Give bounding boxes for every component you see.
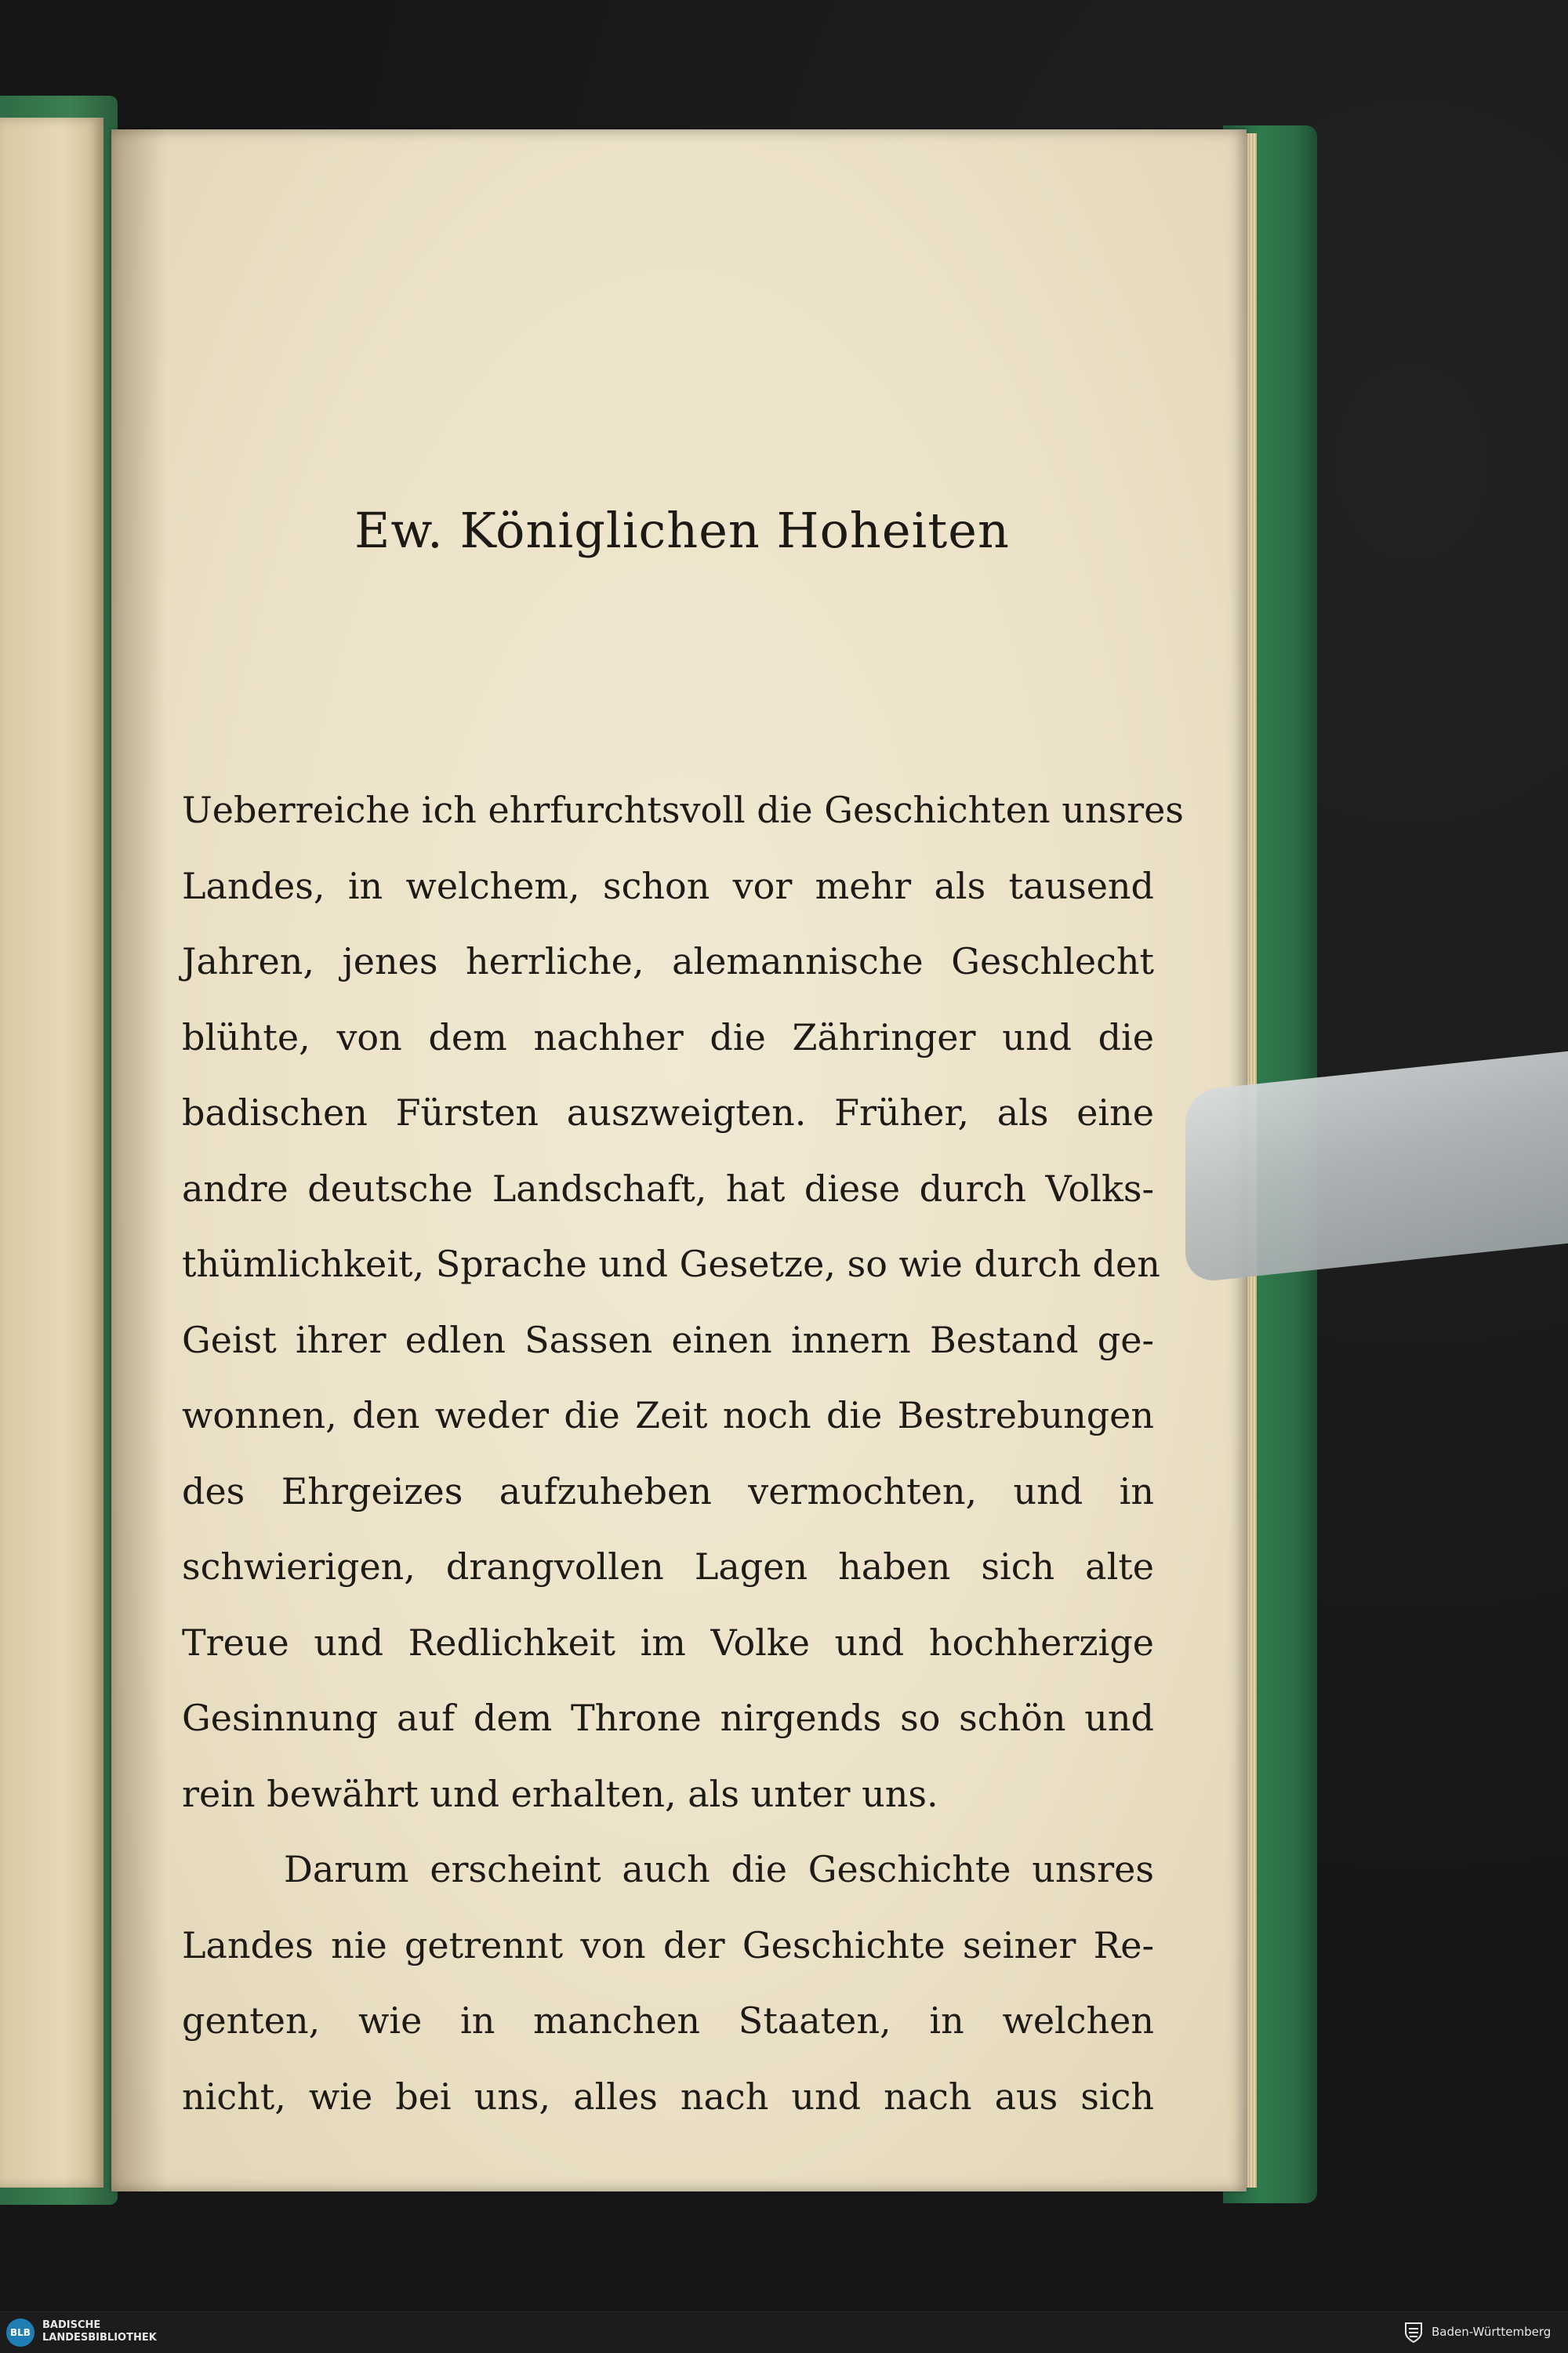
text-line: Darum erscheint auch die Geschichte unsres xyxy=(284,1848,1154,1890)
text-line: thümlichkeit, Sprache und Gesetze, so wie durch den xyxy=(182,1243,1160,1285)
text-line: schwierigen, drangvollen Lagen haben sich alte xyxy=(182,1545,1154,1588)
previous-page-edge xyxy=(0,118,103,2188)
library-name-line2: LANDESBIBLIOTHEK xyxy=(42,2332,157,2344)
text-line: nicht, wie bei uns, alles nach und nach aus sich xyxy=(182,2075,1154,2118)
text-line: Treue und Redlichkeit im Volke und hochherzige xyxy=(182,1621,1154,1664)
body-text xyxy=(182,772,1184,2134)
text-line: andre deutsche Landschaft, hat diese durch Volks- xyxy=(182,1167,1154,1210)
text-line: Jahren, jenes herrliche, alemannische Geschlecht xyxy=(182,940,1154,982)
library-name-line1: BADISCHE xyxy=(42,2319,101,2331)
text-line: Landes nie getrennt von der Geschichte seiner Re- xyxy=(182,1923,1154,1966)
library-name[interactable] xyxy=(42,2319,157,2344)
footer-bar xyxy=(0,2311,1568,2353)
text-line: rein bewährt und erhalten, als unter uns. xyxy=(182,1772,938,1815)
text-line: Geist ihrer edlen Sassen einen innern Bestand ge- xyxy=(182,1318,1154,1361)
text-line: Gesinnung auf dem Throne nirgends so schön und xyxy=(182,1697,1154,1739)
page-holder-clip xyxy=(1185,1051,1568,1284)
text-line: badischen Fürsten auszweigten. Früher, als eine xyxy=(182,1091,1154,1134)
text-line: wonnen, den weder die Zeit noch die Bestrebungen xyxy=(182,1394,1154,1436)
text-line: Landes, in welchem, schon vor mehr als tausend xyxy=(182,864,1154,907)
page-heading: Ew. Königlichen Hoheiten xyxy=(354,502,1010,559)
text-line: blühte, von dem nachher die Zähringer und die xyxy=(182,1015,1154,1058)
gutter-shadow xyxy=(111,129,166,2191)
text-line: des Ehrgeizes aufzuheben vermochten, und in xyxy=(182,1469,1154,1512)
text-line: genten, wie in manchen Staaten, in welchen xyxy=(182,1999,1154,2042)
blb-logo-icon[interactable]: BLB xyxy=(6,2319,34,2347)
state-name[interactable]: Baden-Württemberg xyxy=(1432,2325,1552,2339)
baden-wuerttemberg-coat-of-arms-icon xyxy=(1403,2322,1424,2344)
text-line: Ueberreiche ich ehrfurchtsvoll die Geschichten unsres xyxy=(182,789,1184,831)
